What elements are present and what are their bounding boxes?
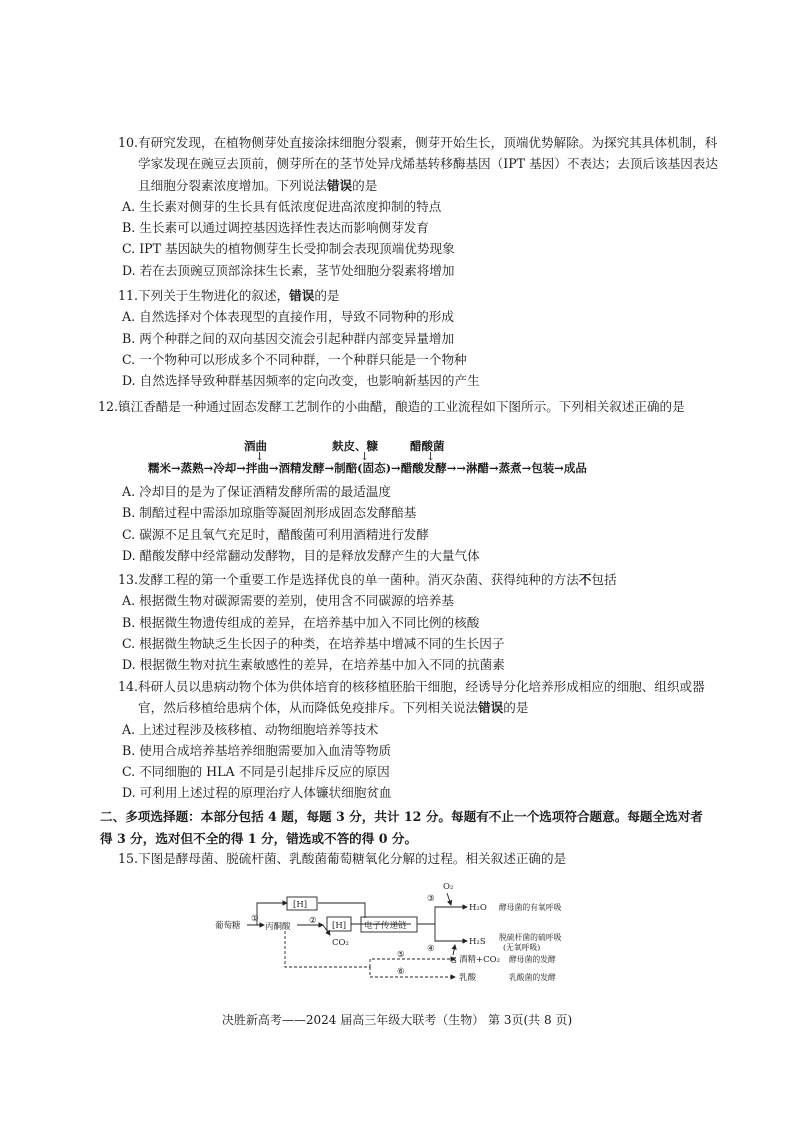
stem-text: 有研究发现，在植物侧芽处直接涂抹细胞分裂素，侧芽开始生长，顶端优势解除。为探究其具体机制，科学家发现在豌豆去顶前，侧芽所在的茎节处异戊烯基转移酶基因（IPT 基因）不表达；去顶后该基因表达且细胞分裂素浓度增加。下列说法 bbox=[138, 135, 718, 193]
question-number: 15. bbox=[118, 851, 139, 866]
option-d: D. 若在去顶豌豆顶部涂抹生长素，茎节处细胞分裂素将增加 bbox=[122, 262, 455, 278]
option-a: A. 根据微生物对碳源需要的差别，使用含不同碳源的培养基 bbox=[122, 593, 454, 609]
stem-text: 发酵工程的第一个重要工作是选择优良的单一菌种。消灭杂菌、获得纯种的方法 bbox=[138, 572, 579, 587]
flow-label-koji: 酒曲 bbox=[244, 439, 267, 453]
question-number: 10. bbox=[118, 135, 139, 150]
question-number: 12. bbox=[98, 399, 119, 414]
option-d: D. 可利用上述过程的原理治疗人体镰状细胞贫血 bbox=[122, 785, 392, 801]
page-footer: 决胜新高考——2024 届高三年级大联考（生物） 第 3页(共 8 页) bbox=[221, 1013, 573, 1027]
question-stem bbox=[118, 848, 718, 869]
question-stem bbox=[118, 569, 718, 590]
question-10 bbox=[118, 132, 718, 281]
step-6: ⑥ bbox=[397, 967, 405, 977]
option-d: D. 根据微生物对抗生素敏感性的差异，在培养基中加入不同的抗菌素 bbox=[122, 657, 505, 673]
label-pyruvate: 丙酮酸 bbox=[265, 922, 291, 932]
question-11 bbox=[118, 285, 718, 391]
stem-text-end: 的是 bbox=[503, 700, 529, 716]
option-d: D. 自然选择导致种群基因频率的定向改变，也影响新基因的产生 bbox=[122, 373, 480, 389]
question-number: 13. bbox=[118, 572, 139, 587]
flow-main-line: 糯米→蒸熟→冷却→拌曲→酒精发酵→制醅(固态)→醋酸发酵→→淋醋→蒸煮→包装→成品 bbox=[148, 461, 587, 475]
option-c: C. 一个物种可以形成多个不同种群，一个种群只能是一个物种 bbox=[122, 351, 467, 367]
question-13 bbox=[118, 569, 718, 675]
option-c: C. 不同细胞的 HLA 不同是引起排斥反应的原因 bbox=[122, 764, 390, 780]
question-stem: 镇江香醋是一种通过固态发酵工艺制作的小曲醋，酿造的工业流程如下图所示。下列相关叙述正确的是 bbox=[118, 399, 685, 414]
question-14 bbox=[118, 676, 718, 804]
label-desulfo: 脱硫杆菌的硫呼吸 bbox=[499, 933, 562, 942]
option-a: A. 上述过程涉及核移植、动物细胞培养等技术 bbox=[122, 721, 379, 737]
label-ethanol-co2: 酒精+CO₂ bbox=[459, 955, 501, 965]
label-lactic: 乳酸 bbox=[459, 973, 477, 983]
down-arrow-icon: ↓ bbox=[426, 450, 436, 463]
option-b: B. 根据微生物遗传组成的差异，在培养基中加入不同比例的核酸 bbox=[122, 614, 480, 630]
emphasis-text: 错误 bbox=[289, 288, 315, 303]
question-stem bbox=[118, 285, 718, 306]
label-h2s: H₂S bbox=[469, 937, 486, 947]
stem-text-end: 包括 bbox=[591, 572, 617, 587]
option-d: D. 醋酸发酵中经常翻动发酵物，目的是释放发酵产生的大量气体 bbox=[122, 547, 480, 563]
option-b: B. 生长素可以通过调控基因选择性表达而影响侧芽发育 bbox=[122, 220, 429, 236]
option-a: A. 冷却目的是为了保证酒精发酵所需的最适温度 bbox=[122, 484, 391, 499]
step-4: ④ bbox=[427, 944, 435, 954]
stem-text-end: 的是 bbox=[314, 288, 340, 303]
respiration-diagram bbox=[215, 873, 575, 993]
stem-text: 下列关于生物进化的叙述， bbox=[138, 288, 290, 303]
emphasis-text: 错误 bbox=[326, 177, 353, 193]
emphasis-text: 不 bbox=[578, 572, 592, 587]
option-c: C. 根据微生物缺乏生长因子的种类，在培养基中增减不同的生长因子 bbox=[122, 635, 505, 651]
option-b: B. 制醅过程中需添加琼脂等凝固剂形成固态发酵醅基 bbox=[122, 505, 417, 521]
emphasis-text: 错误 bbox=[478, 700, 504, 716]
option-c: C. IPT 基因缺失的植物侧芽生长受抑制会表现顶端优势现象 bbox=[122, 241, 455, 257]
question-number: 14. bbox=[118, 679, 139, 694]
question-12 bbox=[118, 396, 718, 417]
step-2: ② bbox=[309, 916, 317, 926]
stem-text: 下图是酵母菌、脱硫杆菌、乳酸菌葡萄糖氧化分解的过程。相关叙述正确的是 bbox=[138, 851, 567, 866]
stem-text-end: 的是 bbox=[352, 177, 378, 193]
label-o2: O₂ bbox=[443, 882, 454, 892]
label-s: S bbox=[451, 956, 457, 966]
question-15 bbox=[118, 848, 718, 869]
down-arrow-icon: ↓ bbox=[255, 450, 265, 463]
label-etc: 电子传递链 bbox=[364, 921, 407, 931]
label-co2: CO₂ bbox=[332, 938, 349, 948]
label-h1: [H] bbox=[293, 900, 308, 910]
label-glucose: 葡萄糖 bbox=[215, 921, 241, 931]
down-arrow-icon: ↓ bbox=[360, 450, 370, 463]
question-stem bbox=[118, 132, 718, 196]
option-a: A. 生长素对侧芽的生长具有低浓度促进高浓度抑制的特点 bbox=[122, 198, 442, 214]
question-12-options bbox=[118, 481, 718, 566]
process-flow bbox=[148, 438, 668, 478]
option-c: C. 碳源不足且氧气充足时，醋酸菌可利用酒精进行发酵 bbox=[122, 526, 429, 542]
stem-text: 科研人员以患病动物个体为供体培育的核移植胚胎干细胞，经诱导分化培养形成相应的细胞、组织或器官，然后移植给患病个体，从而降低免疫排斥。下列相关说法 bbox=[138, 679, 705, 716]
option-a: A. 自然选择对个体表现型的直接作用，导致不同物种的形成 bbox=[122, 309, 454, 325]
flow-label-bran: 麸皮、糠 bbox=[332, 439, 378, 453]
label-yeast-ferm: 酵母菌的发酵 bbox=[509, 955, 556, 964]
step-3: ③ bbox=[427, 894, 435, 904]
label-h2: [H] bbox=[332, 921, 347, 931]
step-5: ⑤ bbox=[397, 950, 405, 960]
label-lactic-ferm: 乳酸菌的发酵 bbox=[509, 973, 556, 982]
option-b: B. 使用合成培养基培养细胞需要加入血清等物质 bbox=[122, 742, 392, 758]
step-1: ① bbox=[251, 914, 259, 924]
question-number: 11. bbox=[118, 288, 139, 303]
label-h2o: H₂O bbox=[469, 903, 487, 913]
flow-label-acetobacter: 醋酸菌 bbox=[410, 439, 445, 453]
label-yeast-aerobic: 酵母菌的有氧呼吸 bbox=[499, 903, 562, 912]
question-stem bbox=[118, 676, 718, 719]
label-anaerobic: (无氧呼吸) bbox=[503, 943, 541, 952]
section-heading: 二、多项选择题：本部分包括 4 题，每题 3 分，共计 12 分。每题有不止一个选项符合题意。每题全选对者得 3 分，选对但不全的得 1 分，错选或不答的得 0 分。 bbox=[100, 809, 703, 846]
option-b: B. 两个种群之间的双向基因交流会引起种群内部变异量增加 bbox=[122, 330, 455, 346]
